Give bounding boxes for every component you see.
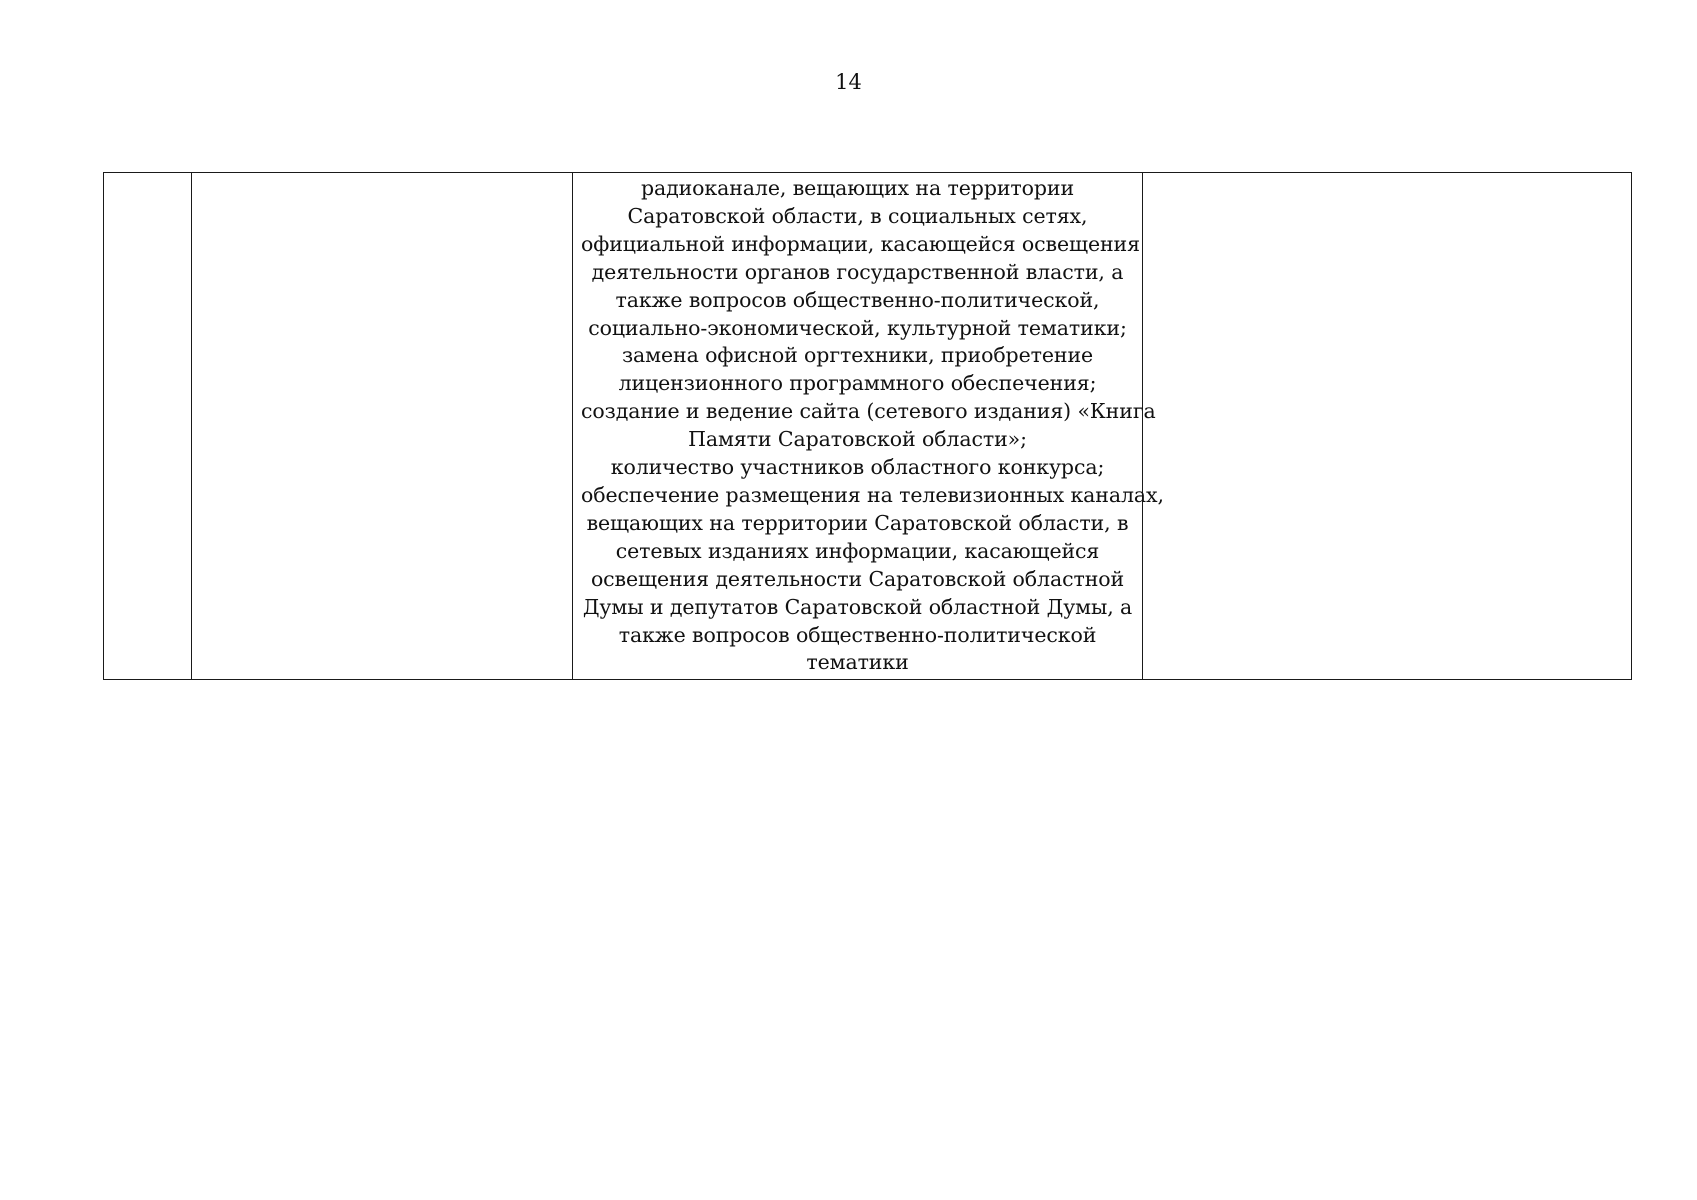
cell-text-line: лицензионного программного обеспечения; bbox=[618, 371, 1097, 396]
cell-text-line: деятельности органов государственной власти, а bbox=[591, 259, 1124, 284]
cell-text-block bbox=[573, 173, 1164, 679]
cell-text-line: тематики bbox=[806, 650, 909, 675]
cell-text-line: обеспечение размещения на телевизионных каналах, bbox=[581, 482, 1164, 507]
cell-text-line: Саратовской области, в социальных сетях, bbox=[627, 203, 1088, 228]
cell-text-line: освещения деятельности Саратовской областной bbox=[590, 566, 1125, 591]
cell-text-line: социально-экономической, культурной тематики; bbox=[588, 315, 1127, 340]
table-cell-name bbox=[192, 173, 573, 680]
cell-text-line: замена офисной оргтехники, приобретение bbox=[621, 343, 1094, 368]
cell-text-line: Памяти Саратовской области»; bbox=[688, 427, 1027, 452]
cell-text-line: также вопросов общественно-политической bbox=[618, 622, 1097, 647]
cell-text-line: количество участников областного конкурса; bbox=[610, 455, 1105, 480]
cell-text-line: официальной информации, касающейся освещения bbox=[581, 231, 1140, 256]
cell-text-line: создание и ведение сайта (сетевого издания) «Книга bbox=[581, 399, 1156, 424]
table-cell-notes bbox=[1143, 173, 1632, 680]
cell-text-line: Думы и депутатов Саратовской областной Думы, а bbox=[582, 594, 1133, 619]
cell-text-line: вещающих на территории Саратовской области, в bbox=[586, 510, 1129, 535]
page-number-text: 14 bbox=[835, 70, 862, 94]
document-table bbox=[103, 172, 1632, 680]
cell-text-line: радиоканале, вещающих на территории bbox=[640, 176, 1075, 200]
table-cell-number bbox=[104, 173, 192, 680]
cell-text-line: сетевых изданиях информации, касающейся bbox=[615, 538, 1100, 563]
cell-text-line: также вопросов общественно-политической, bbox=[615, 287, 1100, 312]
page-number bbox=[0, 70, 1697, 94]
table-cell-indicators bbox=[573, 173, 1164, 680]
table-row bbox=[104, 173, 1632, 680]
